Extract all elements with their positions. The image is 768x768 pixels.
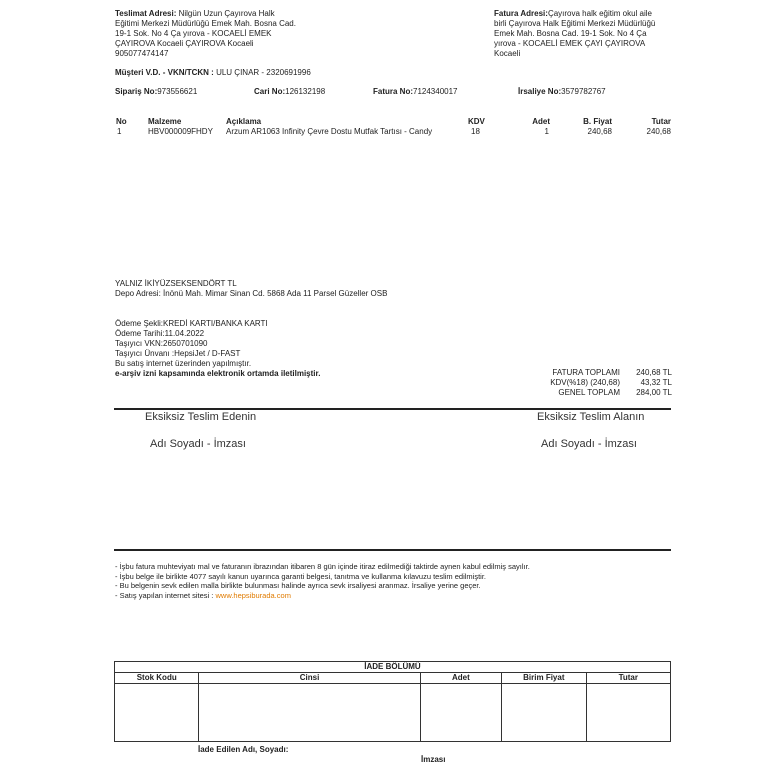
depot-address: Depo Adresi: İnönü Mah. Mimar Sinan Cd. 5868 Ada 11 Parsel Güzeller OSB — [115, 289, 388, 298]
row-total: 240,68 — [646, 127, 671, 136]
earsiv-note: e-arşiv izni kapsamında elektronik ortamda iletilmiştir. — [115, 369, 321, 378]
delivery-label: Teslimat Adresi: — [115, 9, 177, 18]
invoice-address-line: Çayırova halk eğitim okul aile — [547, 9, 652, 18]
customer-tax-info — [115, 68, 311, 78]
invoice-address-line: Emek Mah. Bosna Cad. 19-1 Sok. No 4 Ça — [494, 29, 647, 38]
delivery-line: Eğitimi Merkezi Müdürlüğü Emek Mah. Bosna Cad. — [115, 19, 296, 28]
customer-label: Müşteri V.D. - VKN/TCKN : — [115, 68, 214, 77]
payment-date: Ödeme Tarihi:11.04.2022 — [115, 329, 205, 338]
customer-value: ULU ÇINAR - 2320691996 — [216, 68, 311, 77]
account-number: Cari No: 126132198 — [254, 87, 326, 96]
returns-col-unit-price: Birim Fiyat — [502, 673, 586, 684]
notes-divider — [114, 549, 671, 551]
row-material: HBV000009FHDY — [148, 127, 213, 136]
returns-entry-row — [115, 684, 671, 742]
items-header — [0, 117, 768, 127]
total-label: GENEL TOPLAM — [558, 388, 620, 397]
row-unit-price: 240,68 — [587, 127, 612, 136]
totals-row — [520, 388, 672, 398]
totals-row — [520, 368, 672, 378]
returns-col-code: Stok Kodu — [115, 673, 199, 684]
deliverer-signature-label: Adı Soyadı - İmzası — [150, 438, 246, 450]
col-unit-price: B. Fiyat — [583, 117, 612, 126]
col-no: No — [116, 117, 127, 126]
receiver-signature-label: Adı Soyadı - İmzası — [541, 438, 637, 450]
note-line: - Bu belgenin sevk edilen malla birlikte bulunması halinde ayrıca sevk irsaliyesi aranmaz. İrsaliye yerine geçer. — [115, 581, 481, 591]
returns-col-total: Tutar — [586, 673, 670, 684]
invoice-address-line: yırova - KOCAELİ EMEK ÇAYI ÇAYIROVA — [494, 39, 646, 48]
totals-block — [520, 368, 672, 398]
note-line: - Satış yapılan internet sitesi : www.hepsiburada.com — [115, 590, 291, 600]
returns-col-kind: Cinsi — [199, 673, 420, 684]
returner-signature-label: İmzası — [421, 755, 446, 764]
delivery-line: Nilgün Uzun Çayırova Halk — [178, 9, 275, 18]
delivery-line: 19-1 Sok. No 4 Ça yırova - KOCAELİ EMEK — [115, 29, 272, 38]
returns-cell[interactable] — [199, 684, 420, 742]
delivery-line: ÇAYIROVA Kocaeli ÇAYIROVA Kocaeli — [115, 39, 254, 48]
returns-title: İADE BÖLÜMÜ — [115, 662, 671, 673]
total-value: 43,32 TL — [640, 378, 672, 387]
row-quantity: 1 — [544, 127, 549, 136]
amount-in-words: YALNIZ İKİYÜZSEKSENDÖRT TL — [115, 279, 237, 288]
table-row — [0, 127, 768, 137]
total-label: FATURA TOPLAMI — [552, 368, 620, 377]
carrier-title: Taşıyıcı Ünvanı :HepsiJet / D-FAST — [115, 349, 241, 358]
row-kdv: 18 — [471, 127, 480, 136]
website-link[interactable]: www.hepsiburada.com — [215, 590, 291, 600]
delivery-phone: 905077474147 — [115, 49, 169, 58]
returner-name-label: İade Edilen Adı, Soyadı: — [198, 745, 289, 754]
returns-cell[interactable] — [586, 684, 670, 742]
returns-col-quantity: Adet — [420, 673, 501, 684]
returns-cell[interactable] — [502, 684, 586, 742]
receiver-title: Eksiksiz Teslim Alanın — [537, 411, 645, 423]
delivery-address — [115, 9, 345, 59]
invoice-address-label: Fatura Adresi: — [494, 9, 548, 18]
payment-info — [115, 319, 320, 379]
invoice-number: Fatura No: 7124340017 — [373, 87, 458, 96]
carrier-vkn: Taşıyıcı VKN:2650701090 — [115, 339, 208, 348]
total-label: KDV(%18) (240,68) — [550, 378, 620, 387]
col-description: Açıklama — [226, 117, 262, 126]
returns-cell[interactable] — [115, 684, 199, 742]
waybill-number: İrsaliye No: 3579782767 — [518, 87, 606, 96]
col-quantity: Adet — [532, 117, 550, 126]
col-material: Malzeme — [148, 117, 182, 126]
invoice-address-line: Kocaeli — [494, 49, 521, 58]
reference-row — [0, 87, 768, 99]
row-description: Arzum AR1063 Infinity Çevre Dostu Mutfak Tartısı - Candy — [226, 127, 433, 136]
internet-sale-note: Bu satış internet üzerinden yapılmıştır. — [115, 359, 252, 368]
note-line: - İşbu fatura muhteviyatı mal ve faturanın ibrazından itibaren 8 gün içinde itiraz edilmediği taktirde aynen kabul edilmiş sayılır. — [115, 562, 530, 571]
total-value: 240,68 TL — [636, 368, 672, 377]
col-kdv: KDV — [468, 117, 485, 126]
invoice-address — [494, 9, 684, 59]
row-no: 1 — [117, 127, 122, 136]
returns-cell[interactable] — [420, 684, 501, 742]
signature-divider — [114, 408, 671, 410]
invoice-address-line: birli Çayırova Halk Eğitimi Merkezi Müdürlüğü — [494, 19, 656, 28]
legal-notes — [115, 562, 530, 600]
order-number: Sipariş No: 973556621 — [115, 87, 198, 96]
deliverer-title: Eksiksiz Teslim Edenin — [145, 411, 257, 423]
returns-table — [114, 661, 671, 742]
note-line: - İşbu belge ile birlikte 4077 sayılı kanun uyarınca garanti belgesi, tanıtma ve kullanma kılavuzu teslim edilmiştir. — [115, 571, 487, 581]
payment-method: Ödeme Şekli:KREDİ KARTI/BANKA KARTI — [115, 319, 268, 328]
total-value: 284,00 TL — [636, 388, 672, 397]
col-total: Tutar — [651, 117, 671, 126]
totals-row — [520, 378, 672, 388]
